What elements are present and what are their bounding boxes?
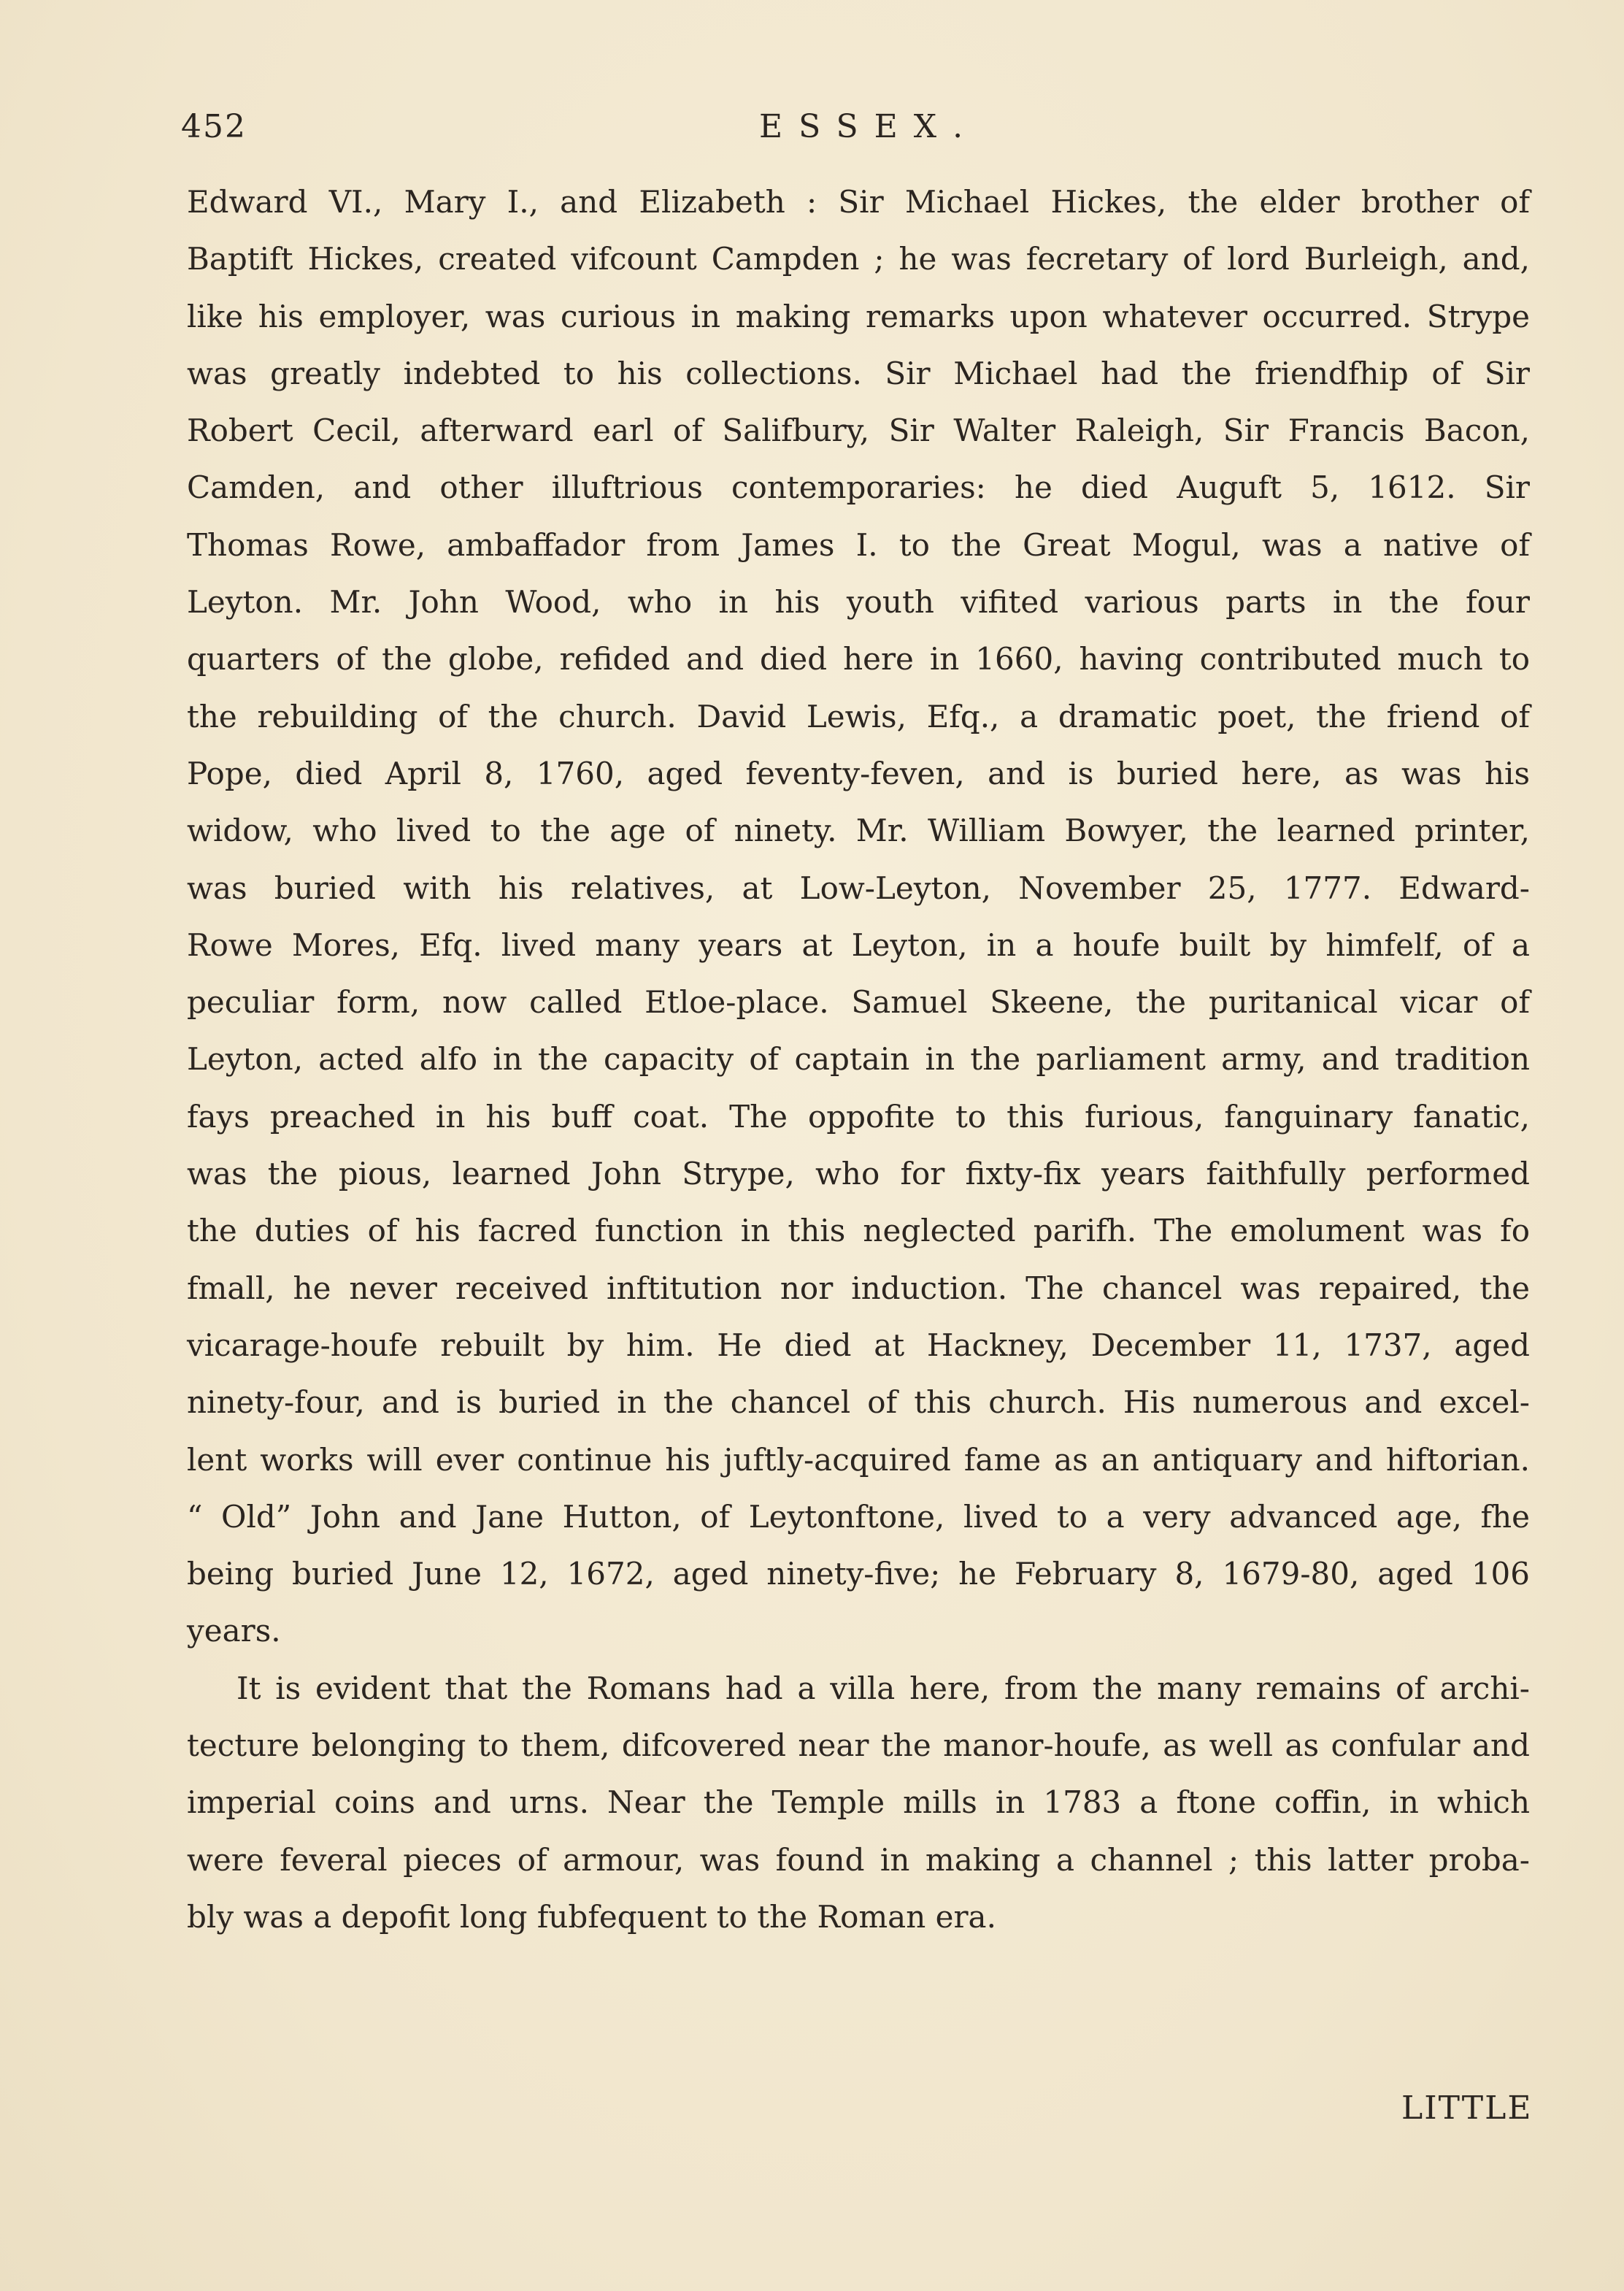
- text-line: Robert Cecil, afterward earl of Salifbury, Sir Walter Raleigh, Sir Francis Bacon,: [187, 412, 1530, 449]
- text-line: were feveral pieces of armour, was found in making a channel ; this latter proba-: [187, 1841, 1530, 1878]
- text-line: fays preached in his buff coat. The oppofite to this furious, fanguinary fanatic,: [187, 1098, 1530, 1135]
- text-line: years.: [187, 1613, 281, 1649]
- catchword: LITTLE: [1401, 2089, 1533, 2127]
- text-line: the duties of his facred function in this neglected parifh. The emolument was fo: [187, 1213, 1530, 1249]
- text-line: bly was a depofit long fubfequent to the Roman era.: [187, 1898, 996, 1935]
- text-line: ninety-four, and is buried in the chancel of this church. His numerous and excel-: [187, 1384, 1530, 1421]
- paragraph-start-line: It is evident that the Romans had a villa here, from the many remains of archi-: [236, 1670, 1530, 1706]
- text-line: lent works will ever continue his juftly-acquired fame as an antiquary and hiftorian.: [187, 1441, 1530, 1478]
- text-line: the rebuilding of the church. David Lewis, Efq., a dramatic poet, the friend of: [187, 698, 1530, 734]
- text-line: being buried June 12, 1672, aged ninety-five; he February 8, 1679-80, aged 106: [187, 1556, 1530, 1592]
- running-head: ESSEX.: [759, 108, 980, 145]
- text-line: Thomas Rowe, ambaffador from James I. to the Great Mogul, was a native of: [187, 526, 1530, 563]
- text-line: Leyton. Mr. John Wood, who in his youth vifited various parts in the four: [187, 584, 1530, 621]
- text-line: was the pious, learned John Strype, who for fixty-fix years faithfully performed: [187, 1156, 1530, 1192]
- text-line: Camden, and other illuftrious contemporaries: he died Auguft 5, 1612. Sir: [187, 469, 1530, 506]
- text-line: peculiar form, now called Etloe-place. Samuel Skeene, the puritanical vicar of: [187, 984, 1530, 1021]
- text-line: was buried with his relatives, at Low-Leyton, November 25, 1777. Edward-: [187, 870, 1530, 906]
- text-line: tecture belonging to them, difcovered near the manor-houfe, as well as confular and: [187, 1727, 1530, 1764]
- text-line: quarters of the globe, refided and died here in 1660, having contributed much to: [187, 641, 1530, 678]
- text-line: vicarage-houfe rebuilt by him. He died at Hackney, December 11, 1737, aged: [187, 1327, 1530, 1363]
- text-line: Leyton, acted alfo in the capacity of captain in the parliament army, and tradition: [187, 1041, 1530, 1078]
- text-line: fmall, he never received inftitution nor induction. The chancel was repaired, the: [187, 1270, 1530, 1306]
- text-line: Pope, died April 8, 1760, aged feventy-feven, and is buried here, as was his: [187, 755, 1530, 791]
- text-line: imperial coins and urns. Near the Temple mills in 1783 a ftone coffin, in which: [187, 1784, 1530, 1821]
- body-text: [187, 174, 1530, 1946]
- text-line: Edward VI., Mary I., and Elizabeth : Sir Michael Hickes, the elder brother of: [187, 184, 1530, 220]
- page-header: [0, 108, 1624, 152]
- text-line: was greatly indebted to his collections. Sir Michael had the friendfhip of Sir: [187, 355, 1530, 391]
- text-line: “ Old” John and Jane Hutton, of Leytonftone, lived to a very advanced age, fhe: [187, 1498, 1530, 1535]
- page-number: 452: [181, 108, 247, 145]
- text-line: widow, who lived to the age of ninety. Mr. William Bowyer, the learned printer,: [187, 813, 1530, 849]
- text-line: Baptift Hickes, created vifcount Campden ; he was fecretary of lord Burleigh, and,: [187, 241, 1530, 277]
- text-line: like his employer, was curious in making remarks upon whatever occurred. Strype: [187, 298, 1530, 334]
- text-line: Rowe Mores, Efq. lived many years at Leyton, in a houfe built by himfelf, of a: [187, 926, 1530, 963]
